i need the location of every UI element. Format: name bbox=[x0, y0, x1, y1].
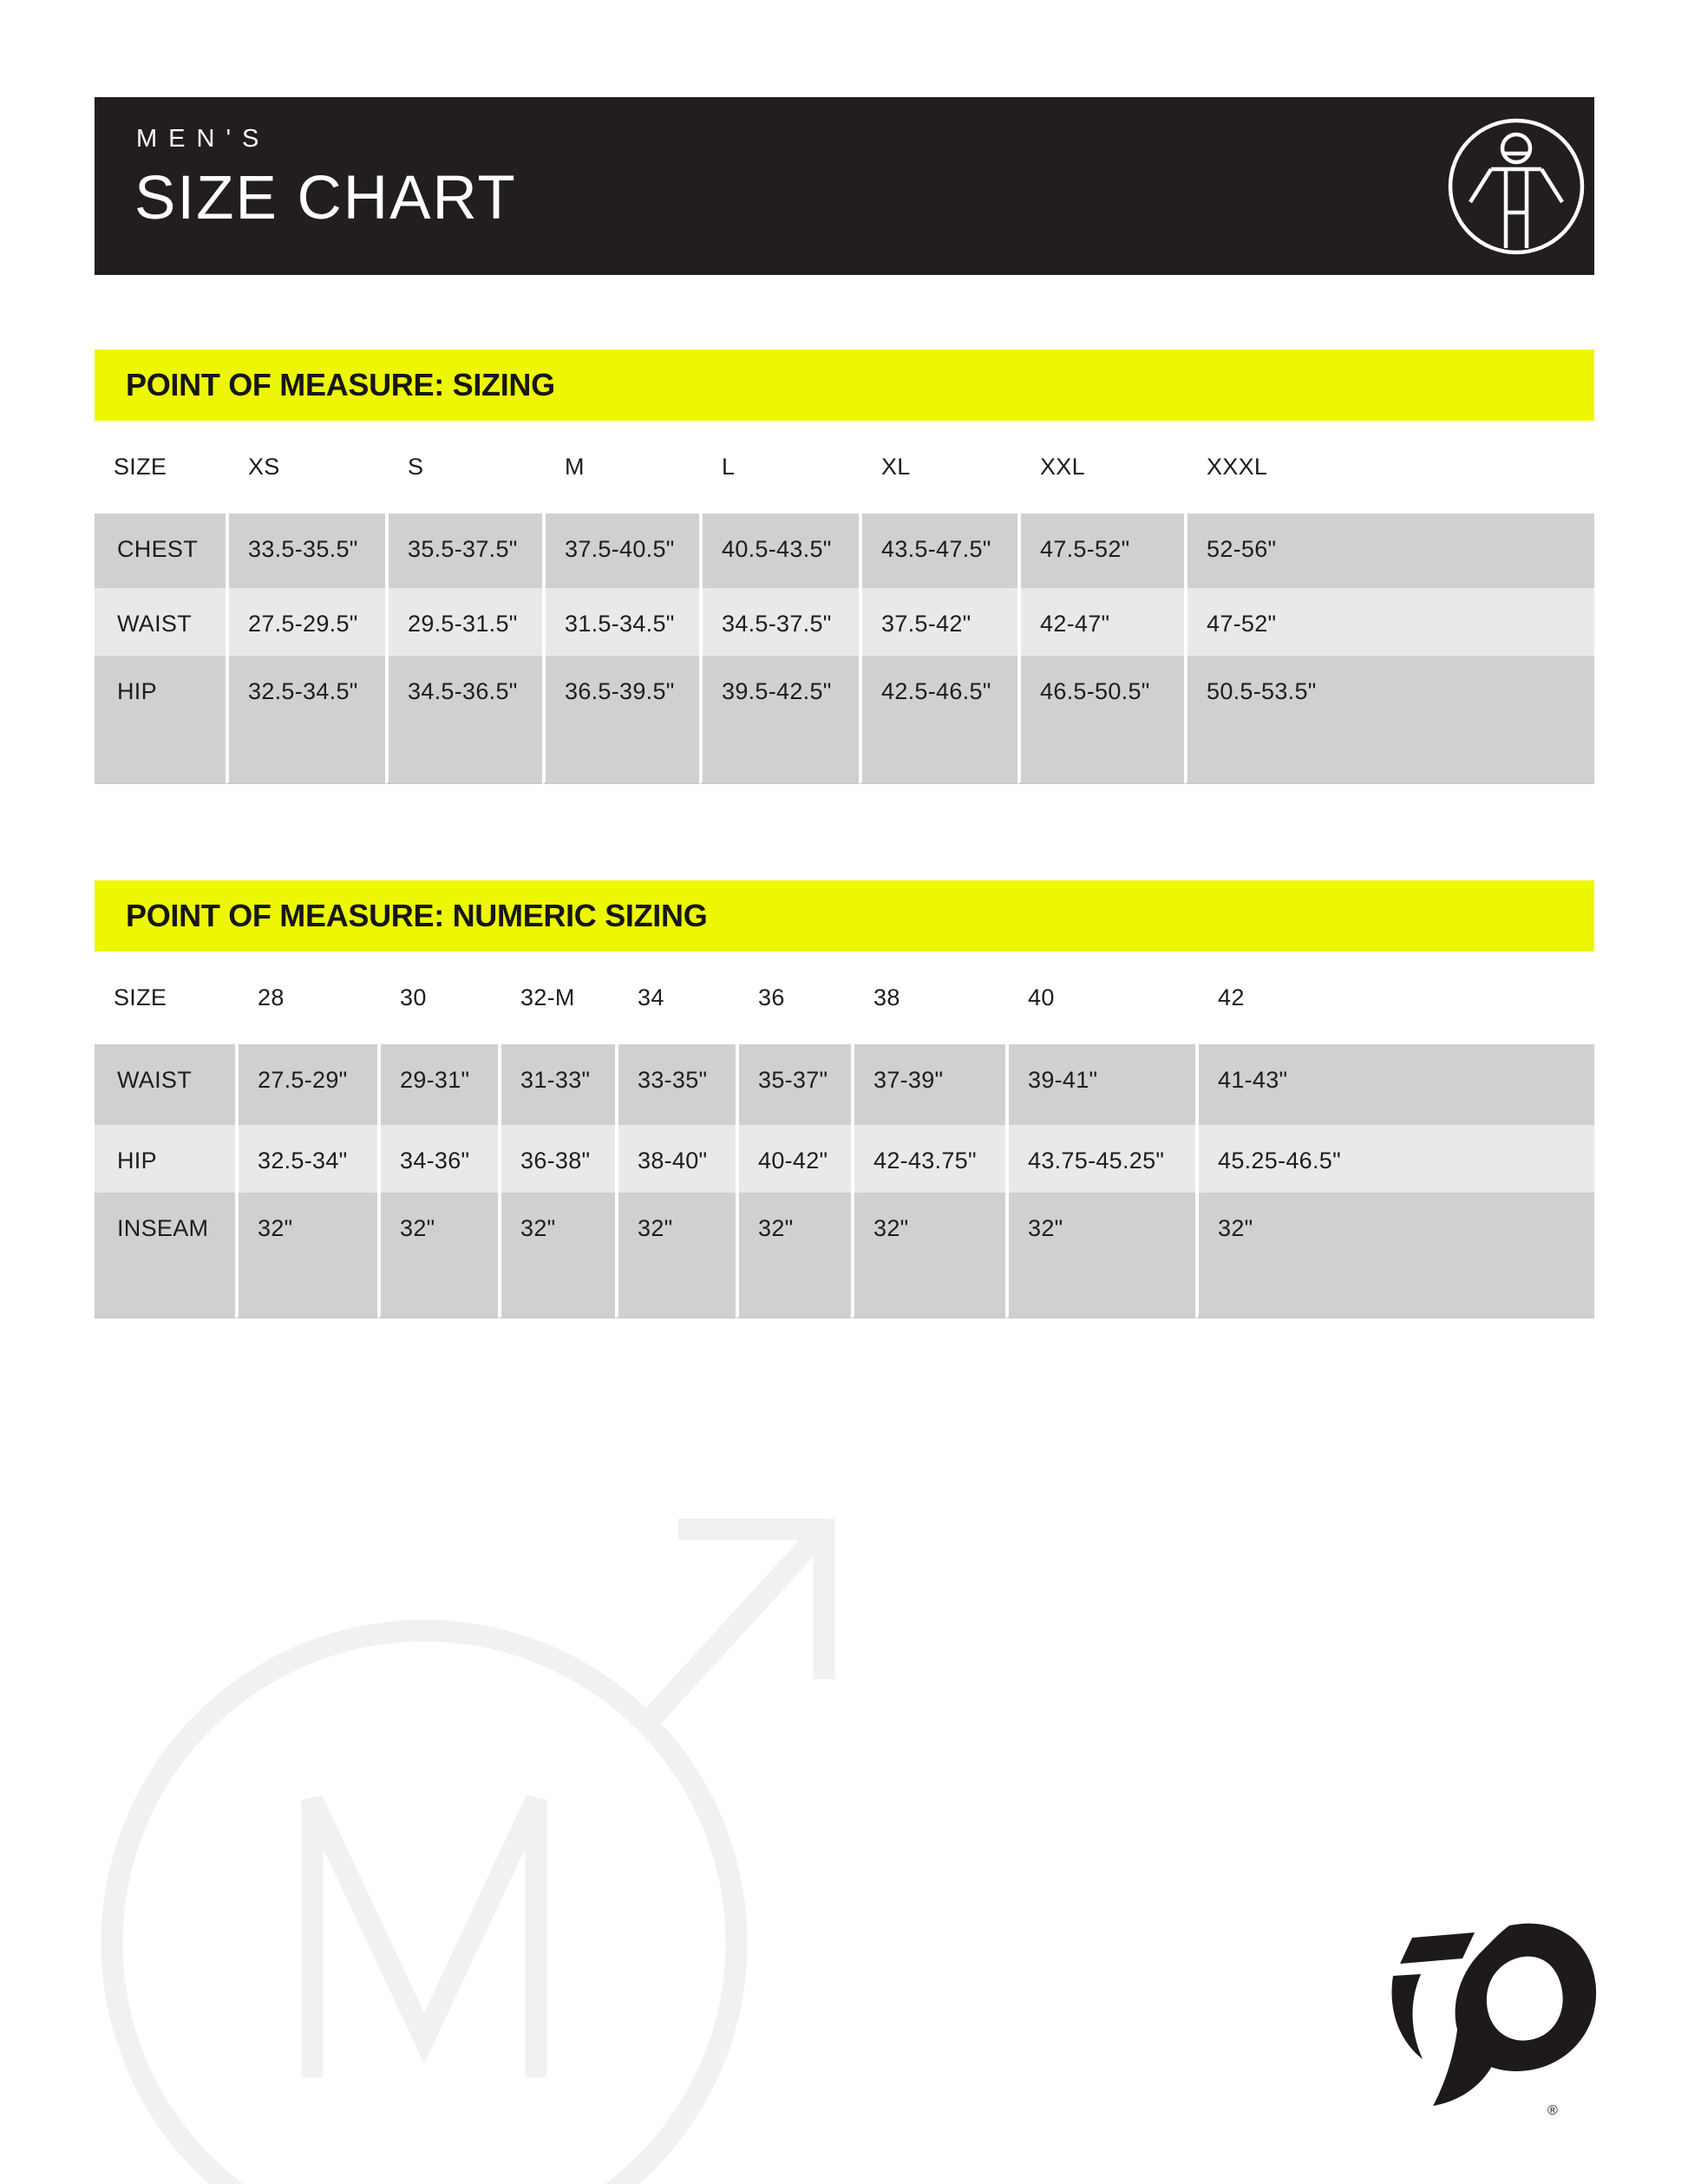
person-icon bbox=[1443, 114, 1589, 259]
pearl-izumi-logo bbox=[1377, 1906, 1605, 2119]
header-cell: S bbox=[385, 421, 542, 513]
cell: 34.5-36.5" bbox=[385, 656, 542, 784]
cell: 52-56" bbox=[1184, 513, 1594, 588]
section-numeric-sizing bbox=[95, 880, 1594, 1318]
row-label: CHEST bbox=[95, 513, 226, 588]
cell: 32" bbox=[1005, 1193, 1195, 1318]
cell: 42-43.75" bbox=[851, 1125, 1005, 1193]
cell: 32" bbox=[1195, 1193, 1594, 1318]
cell: 33-35" bbox=[615, 1044, 736, 1125]
row-label: WAIST bbox=[95, 1044, 235, 1125]
cell: 34.5-37.5" bbox=[699, 588, 859, 656]
cell: 33.5-35.5" bbox=[226, 513, 385, 588]
cell: 36.5-39.5" bbox=[542, 656, 699, 784]
numeric-sizing-table bbox=[95, 951, 1594, 1318]
cell: 37.5-42" bbox=[859, 588, 1017, 656]
cell: 31-33" bbox=[498, 1044, 615, 1125]
cell: 34-36" bbox=[377, 1125, 498, 1193]
cell: 37-39" bbox=[851, 1044, 1005, 1125]
row-label: HIP bbox=[95, 1125, 235, 1193]
watermark-letter-m bbox=[312, 1800, 536, 2077]
numeric-header-row bbox=[95, 951, 1594, 1044]
cell: 32.5-34.5" bbox=[226, 656, 385, 784]
header-cell: 32-M bbox=[498, 951, 615, 1044]
header-bar bbox=[95, 97, 1594, 275]
page-title: SIZE CHART bbox=[134, 164, 517, 232]
registered-trademark: ® bbox=[1547, 2103, 1558, 2118]
header-cell: 30 bbox=[377, 951, 498, 1044]
cell: 45.25-46.5" bbox=[1195, 1125, 1594, 1193]
cell: 32" bbox=[851, 1193, 1005, 1318]
header-cell: M bbox=[542, 421, 699, 513]
sizing-header-row bbox=[95, 421, 1594, 513]
section-title: POINT OF MEASURE: SIZING bbox=[126, 367, 555, 402]
header-cell: 34 bbox=[615, 951, 736, 1044]
header-cell: 38 bbox=[851, 951, 1005, 1044]
table-row-chest bbox=[95, 513, 1594, 588]
table-row-hip bbox=[95, 656, 1594, 784]
content bbox=[95, 0, 1594, 1318]
cell: 41-43" bbox=[1195, 1044, 1594, 1125]
row-label: WAIST bbox=[95, 588, 226, 656]
header-cell: 40 bbox=[1005, 951, 1195, 1044]
table-row-waist bbox=[95, 588, 1594, 656]
row-label: HIP bbox=[95, 656, 226, 784]
cell: 29-31" bbox=[377, 1044, 498, 1125]
cell: 43.75-45.25" bbox=[1005, 1125, 1195, 1193]
table-row-waist bbox=[95, 1044, 1594, 1125]
cell: 32" bbox=[377, 1193, 498, 1318]
table-row-inseam bbox=[95, 1193, 1594, 1318]
header-cell-size: SIZE bbox=[114, 984, 167, 1010]
cell: 32.5-34" bbox=[235, 1125, 377, 1193]
cell: 50.5-53.5" bbox=[1184, 656, 1594, 784]
cell: 38-40" bbox=[615, 1125, 736, 1193]
cell: 36-38" bbox=[498, 1125, 615, 1193]
cell: 35-37" bbox=[736, 1044, 851, 1125]
cell: 42-47" bbox=[1017, 588, 1184, 656]
cell: 40-42" bbox=[736, 1125, 851, 1193]
row-label: INSEAM bbox=[95, 1193, 235, 1318]
cell: 39.5-42.5" bbox=[699, 656, 859, 784]
header-cell-size: SIZE bbox=[114, 454, 167, 480]
cell: 46.5-50.5" bbox=[1017, 656, 1184, 784]
cell: 39-41" bbox=[1005, 1044, 1195, 1125]
cell: 47-52" bbox=[1184, 588, 1594, 656]
cell: 32" bbox=[736, 1193, 851, 1318]
section-title: POINT OF MEASURE: NUMERIC SIZING bbox=[126, 898, 708, 933]
cell: 37.5-40.5" bbox=[542, 513, 699, 588]
table-row-hip bbox=[95, 1125, 1594, 1193]
cell: 32" bbox=[615, 1193, 736, 1318]
header-cell: XL bbox=[859, 421, 1017, 513]
cell: 31.5-34.5" bbox=[542, 588, 699, 656]
section-bar-sizing bbox=[95, 350, 1594, 421]
section-bar-numeric bbox=[95, 880, 1594, 951]
cell: 47.5-52" bbox=[1017, 513, 1184, 588]
sizing-table bbox=[95, 421, 1594, 784]
header-cell: 28 bbox=[235, 951, 377, 1044]
cell: 40.5-43.5" bbox=[699, 513, 859, 588]
header-eyebrow: MEN'S bbox=[136, 125, 271, 153]
cell: 42.5-46.5" bbox=[859, 656, 1017, 784]
header-cell: L bbox=[699, 421, 859, 513]
header-cell: XXL bbox=[1017, 421, 1184, 513]
header-cell: 42 bbox=[1195, 951, 1594, 1044]
cell: 43.5-47.5" bbox=[859, 513, 1017, 588]
section-sizing bbox=[95, 350, 1594, 784]
cell: 32" bbox=[235, 1193, 377, 1318]
cell: 29.5-31.5" bbox=[385, 588, 542, 656]
cell: 27.5-29" bbox=[235, 1044, 377, 1125]
cell: 35.5-37.5" bbox=[385, 513, 542, 588]
header-cell: XXXL bbox=[1184, 421, 1594, 513]
header-cell: XS bbox=[226, 421, 385, 513]
cell: 27.5-29.5" bbox=[226, 588, 385, 656]
header-cell: 36 bbox=[736, 951, 851, 1044]
cell: 32" bbox=[498, 1193, 615, 1318]
